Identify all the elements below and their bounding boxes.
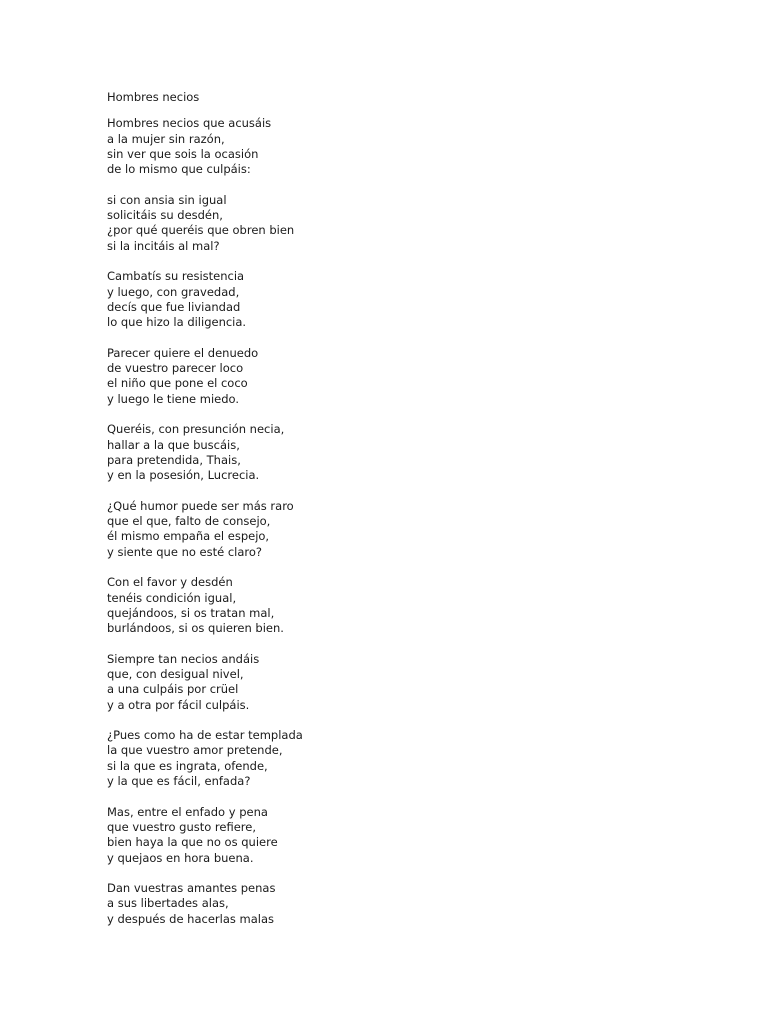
poem-line: que vuestro gusto refiere, (107, 819, 257, 834)
poem-line: y después de hacerlas malas (107, 911, 275, 926)
poem-line: Queréis, con presunción necia, (107, 422, 285, 437)
poem-line: ¿Pues como ha de estar templada (107, 728, 303, 743)
poem-stanza (107, 422, 707, 483)
poem-stanza (107, 346, 707, 407)
poem-line: burlándoos, si os quieren bien. (107, 621, 284, 636)
poem-stanza (107, 499, 707, 560)
poem-line: de lo mismo que culpáis: (107, 162, 251, 177)
poem-line: él mismo empaña el espejo, (107, 529, 270, 544)
poem-line: Hombres necios que acusáis (107, 116, 272, 131)
poem-body (107, 116, 707, 927)
poem-title: Hombres necios (107, 90, 200, 104)
poem-line: ¿por qué queréis que obren bien (107, 223, 295, 238)
poem-line: a sus libertades alas, (107, 896, 229, 911)
poem-line: para pretendida, Thais, (107, 452, 241, 467)
poem-stanza (107, 575, 707, 636)
poem-stanza (107, 805, 707, 866)
poem-line: bien haya la que no os quiere (107, 835, 278, 850)
poem-line: el niño que pone el coco (107, 376, 248, 391)
poem-line: y quejaos en hora buena. (107, 850, 254, 865)
poem-stanza (107, 116, 707, 177)
poem-line: a una culpáis por crüel (107, 682, 239, 697)
poem-line: que el que, falto de consejo, (107, 514, 271, 529)
poem-line: tenéis condición igual, (107, 590, 237, 605)
poem-line: la que vuestro amor pretende, (107, 743, 283, 758)
poem-line: quejándoos, si os tratan mal, (107, 605, 275, 620)
poem-line: y a otra por fácil culpáis. (107, 697, 250, 712)
poem-page (107, 90, 707, 942)
poem-line: si la que es ingrata, ofende, (107, 758, 268, 773)
poem-line: si con ansia sin igual (107, 192, 227, 207)
poem-line: Dan vuestras amantes penas (107, 881, 276, 896)
poem-line: Cambatís su resistencia (107, 269, 245, 284)
poem-line: ¿Qué humor puede ser más raro (107, 498, 294, 513)
poem-line: Siempre tan necios andáis (107, 651, 260, 666)
poem-line: Parecer quiere el denuedo (107, 345, 259, 360)
poem-stanza (107, 728, 707, 789)
poem-line: decís que fue liviandad (107, 299, 241, 314)
poem-line: hallar a la que buscáis, (107, 437, 240, 452)
poem-line: solicitáis su desdén, (107, 208, 223, 223)
poem-line: y luego, con gravedad, (107, 284, 240, 299)
poem-line: y en la posesión, Lucrecia. (107, 468, 260, 483)
poem-line: lo que hizo la diligencia. (107, 315, 247, 330)
poem-stanza (107, 269, 707, 330)
poem-line: y la que es fácil, enfada? (107, 774, 251, 789)
poem-line: y siente que no esté claro? (107, 544, 263, 559)
poem-stanza (107, 652, 707, 713)
poem-line: Con el favor y desdén (107, 575, 233, 590)
poem-stanza (107, 881, 707, 927)
poem-line: y luego le tiene miedo. (107, 391, 239, 406)
poem-stanza (107, 193, 707, 254)
poem-line: de vuestro parecer loco (107, 361, 244, 376)
poem-line: si la incitáis al mal? (107, 238, 220, 253)
poem-line: a la mujer sin razón, (107, 131, 225, 146)
poem-line: sin ver que sois la ocasión (107, 146, 259, 161)
poem-line: que, con desigual nivel, (107, 666, 244, 681)
poem-line: Mas, entre el enfado y pena (107, 804, 268, 819)
